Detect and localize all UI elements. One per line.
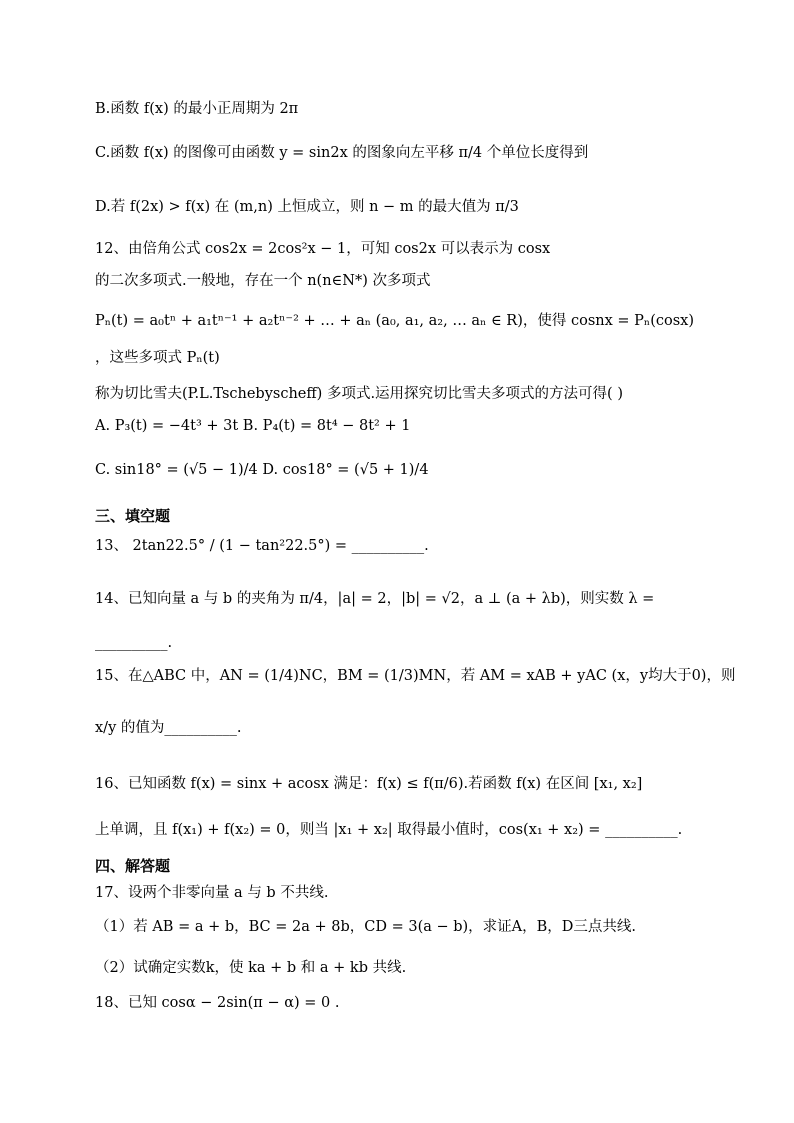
q13: 13、 2tan22.5° / (1 − tan²22.5°) = __________. — [95, 538, 429, 554]
q12-options-cd: C. sin18° = (√5 − 1)/4 D. cos18° = (√5 + 1)/4 — [95, 462, 429, 478]
q17-stem: 17、设两个非零向量 a 与 b 不共线. — [95, 885, 329, 901]
section-heading: 四、解答题 — [95, 857, 171, 875]
q12-stem-line: 的二次多项式.一般地，存在一个 n(n∈N*) 次多项式 — [95, 273, 431, 289]
q12-stem-line: 12、由倍角公式 cos2x = 2cos²x − 1，可知 cos2x 可以表示为 cosx — [95, 241, 551, 257]
q11-option-d: D.若 f(2x) > f(x) 在 (m,n) 上恒成立，则 n − m 的最大值为 π/3 — [95, 199, 519, 215]
q12-stem-line: ，这些多项式 Pₙ(t) — [95, 350, 220, 366]
q15-line: x/y 的值为__________. — [95, 720, 242, 736]
q16-line: 上单调，且 f(x₁) + f(x₂) = 0，则当 |x₁ + x₂| 取得最小值时，cos(x₁ + x₂) = __________. — [95, 822, 683, 838]
q11-option-c: C.函数 f(x) 的图像可由函数 y = sin2x 的图象向左平移 π/4 个单位长度得到 — [95, 145, 589, 161]
q17-part-2: （2）试确定实数k，使 ka + b 和 a + kb 共线. — [95, 960, 407, 976]
q14-line: __________. — [95, 635, 173, 651]
q14-line: 14、已知向量 a 与 b 的夹角为 π/4，|a| = 2，|b| = √2，a ⊥ (a + λb)，则实数 λ = — [95, 591, 655, 607]
q18-stem: 18、已知 cosα − 2sin(π − α) = 0 . — [95, 995, 340, 1011]
q12-stem-line: Pₙ(t) = a₀tⁿ + a₁tⁿ⁻¹ + a₂tⁿ⁻² + … + aₙ (a₀, a₁, a₂, … aₙ ∈ R)，使得 cosnx = Pₙ(cosx) — [95, 313, 694, 329]
q16-line: 16、已知函数 f(x) = sinx + acosx 满足：f(x) ≤ f(π/6).若函数 f(x) 在区间 [x₁, x₂] — [95, 776, 643, 792]
q17-part-1: （1）若 AB = a + b，BC = 2a + 8b，CD = 3(a − b)，求证A，B，D三点共线. — [95, 919, 637, 935]
q12-options-ab: A. P₃(t) = −4t³ + 3t B. P₄(t) = 8t⁴ − 8t² + 1 — [95, 418, 411, 434]
q11-option-b: B.函数 f(x) 的最小正周期为 2π — [95, 101, 299, 117]
q12-stem-line: 称为切比雪夫(P.L.Tschebyscheff) 多项式.运用探究切比雪夫多项式的方法可得( ) — [95, 386, 623, 402]
section-heading: 三、填空题 — [95, 507, 171, 525]
q15-line: 15、在△ABC 中，AN = (1/4)NC，BM = (1/3)MN，若 AM = xAB + yAC (x，y均大于0)，则 — [95, 668, 736, 684]
